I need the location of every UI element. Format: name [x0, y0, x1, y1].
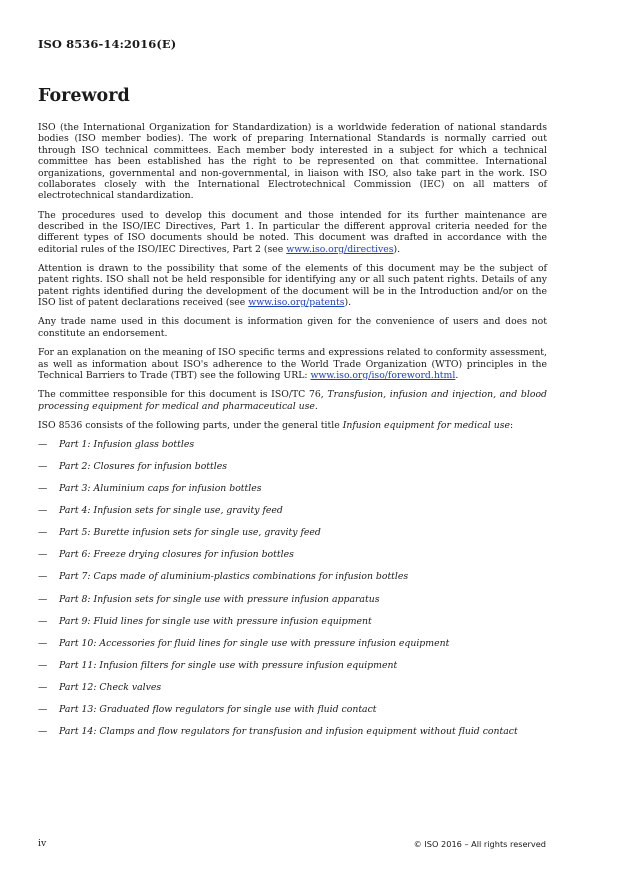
- part-title: Part 1: Infusion glass bottles: [59, 438, 195, 450]
- list-dash: —: [38, 704, 48, 716]
- list-item: [38, 483, 547, 505]
- paragraph-procedures-text: The procedures used to develop this document and those intended for its further maintenance are described in the ISO/IEC Directives, Part 1. In particular the different approval criteria needed for the different types of ISO documents should be noted. This document was drafted in accordance with the editorial rules of the ISO/IEC Directives, Part 2 (see: [38, 209, 547, 255]
- link-directives[interactable]: www.iso.org/directives: [286, 243, 394, 255]
- parts-list: [38, 439, 547, 748]
- document-id: ISO 8536-14:2016(E): [38, 37, 177, 51]
- paragraph-parts-intro-end: :: [510, 419, 514, 431]
- paragraph-committee-text: The committee responsible for this document is ISO/TC 76,: [38, 389, 328, 401]
- paragraph-conformity-text: For an explanation on the meaning of ISO specific terms and expressions related to conformity assessment, as well as information about ISO's adherence to the World Trade Organization (WTO) principles in the Technical Barriers to Trade (TBT) see the following URL:: [38, 347, 547, 381]
- list-dash: —: [38, 527, 48, 539]
- paragraph-patents-text: Attention is drawn to the possibility that some of the elements of this document may be the subject of patent rights. ISO shall not be held responsible for identifying any or all such patent rights. Details of any patent rights identified during the development of the document will be in the Introduction and/or on the ISO list of patent declarations received (see: [38, 263, 547, 309]
- list-dash: —: [38, 593, 48, 605]
- paragraph-parts-intro-text: ISO 8536 consists of the following parts, under the general title: [38, 419, 343, 431]
- paragraph-parts-intro: [38, 420, 547, 431]
- list-dash: —: [38, 637, 48, 649]
- list-item: [38, 571, 547, 593]
- page-number: iv: [38, 838, 47, 849]
- paragraph-procedures: [38, 210, 547, 256]
- list-item: [38, 704, 547, 726]
- part-title: Part 5: Burette infusion sets for single use, gravity feed: [59, 527, 321, 539]
- part-title: Part 14: Clamps and flow regulators for transfusion and infusion equipment without fluid contact: [59, 726, 518, 738]
- list-item: [38, 726, 547, 748]
- link-patents[interactable]: www.iso.org/patents: [248, 297, 345, 309]
- part-title: Part 10: Accessories for fluid lines for single use with pressure infusion equipment: [59, 637, 450, 649]
- list-item: [38, 638, 547, 660]
- list-item: [38, 461, 547, 483]
- committee-title: Transfusion, infusion and injection, and blood processing equipment for medical and pharmaceutical use: [38, 389, 547, 412]
- link-foreword[interactable]: www.iso.org/iso/foreword.html: [310, 369, 456, 381]
- list-dash: —: [38, 438, 48, 450]
- list-item: [38, 505, 547, 527]
- paragraph-conformity-end: .: [455, 369, 459, 381]
- list-dash: —: [38, 615, 48, 627]
- paragraph-procedures-end: ).: [393, 243, 401, 255]
- part-title: Part 9: Fluid lines for single use with pressure infusion equipment: [59, 615, 372, 627]
- paragraph-patents: [38, 263, 547, 309]
- part-title: Part 6: Freeze drying closures for infusion bottles: [59, 549, 294, 561]
- paragraph-trade-name: Any trade name used in this document is information given for the convenience of users and does not constitute an endorsement.: [38, 316, 547, 339]
- paragraph-committee-end: .: [314, 400, 318, 412]
- part-title: Part 12: Check valves: [59, 681, 162, 693]
- list-item: [38, 527, 547, 549]
- paragraph-conformity: [38, 347, 547, 381]
- list-dash: —: [38, 483, 48, 495]
- paragraph-patents-end: ).: [344, 297, 352, 309]
- part-title: Part 13: Graduated flow regulators for single use with fluid contact: [59, 704, 377, 716]
- list-dash: —: [38, 571, 48, 583]
- part-title: Part 3: Aluminium caps for infusion bottles: [59, 483, 262, 495]
- list-dash: —: [38, 549, 48, 561]
- paragraph-committee: [38, 389, 547, 412]
- list-dash: —: [38, 505, 48, 517]
- part-title: Part 4: Infusion sets for single use, gravity feed: [59, 505, 283, 517]
- part-title: Part 8: Infusion sets for single use with pressure infusion apparatus: [59, 593, 380, 605]
- part-title: Part 7: Caps made of aluminium-plastics combinations for infusion bottles: [59, 571, 409, 583]
- list-dash: —: [38, 726, 48, 738]
- general-title: Infusion equipment for medical use: [342, 419, 511, 431]
- paragraph-iso-intro: ISO (the International Organization for Standardization) is a worldwide federation of national standards bodies (ISO member bodies). The work of preparing International Standards is normally carried out through ISO technical committees. Each member body interested in a subject for which a technical committee has been established has the right to be represented on that committee. International organizations, governmental and non-governmental, in liaison with ISO, also take part in the work. ISO collaborates closely with the International Electrotechnical Commission (IEC) on all matters of electrotechnical standardization.: [38, 122, 547, 202]
- list-dash: —: [38, 681, 48, 693]
- list-item: [38, 594, 547, 616]
- part-title: Part 2: Closures for infusion bottles: [59, 461, 228, 473]
- foreword-body: [38, 122, 547, 748]
- copyright-notice: © ISO 2016 – All rights reserved: [413, 839, 546, 849]
- part-title: Part 11: Infusion filters for single use with pressure infusion equipment: [59, 659, 398, 671]
- list-item: [38, 682, 547, 704]
- list-item: [38, 660, 547, 682]
- page-title: Foreword: [38, 86, 130, 106]
- list-item: [38, 439, 547, 461]
- list-dash: —: [38, 461, 48, 473]
- list-item: [38, 549, 547, 571]
- list-dash: —: [38, 659, 48, 671]
- list-item: [38, 616, 547, 638]
